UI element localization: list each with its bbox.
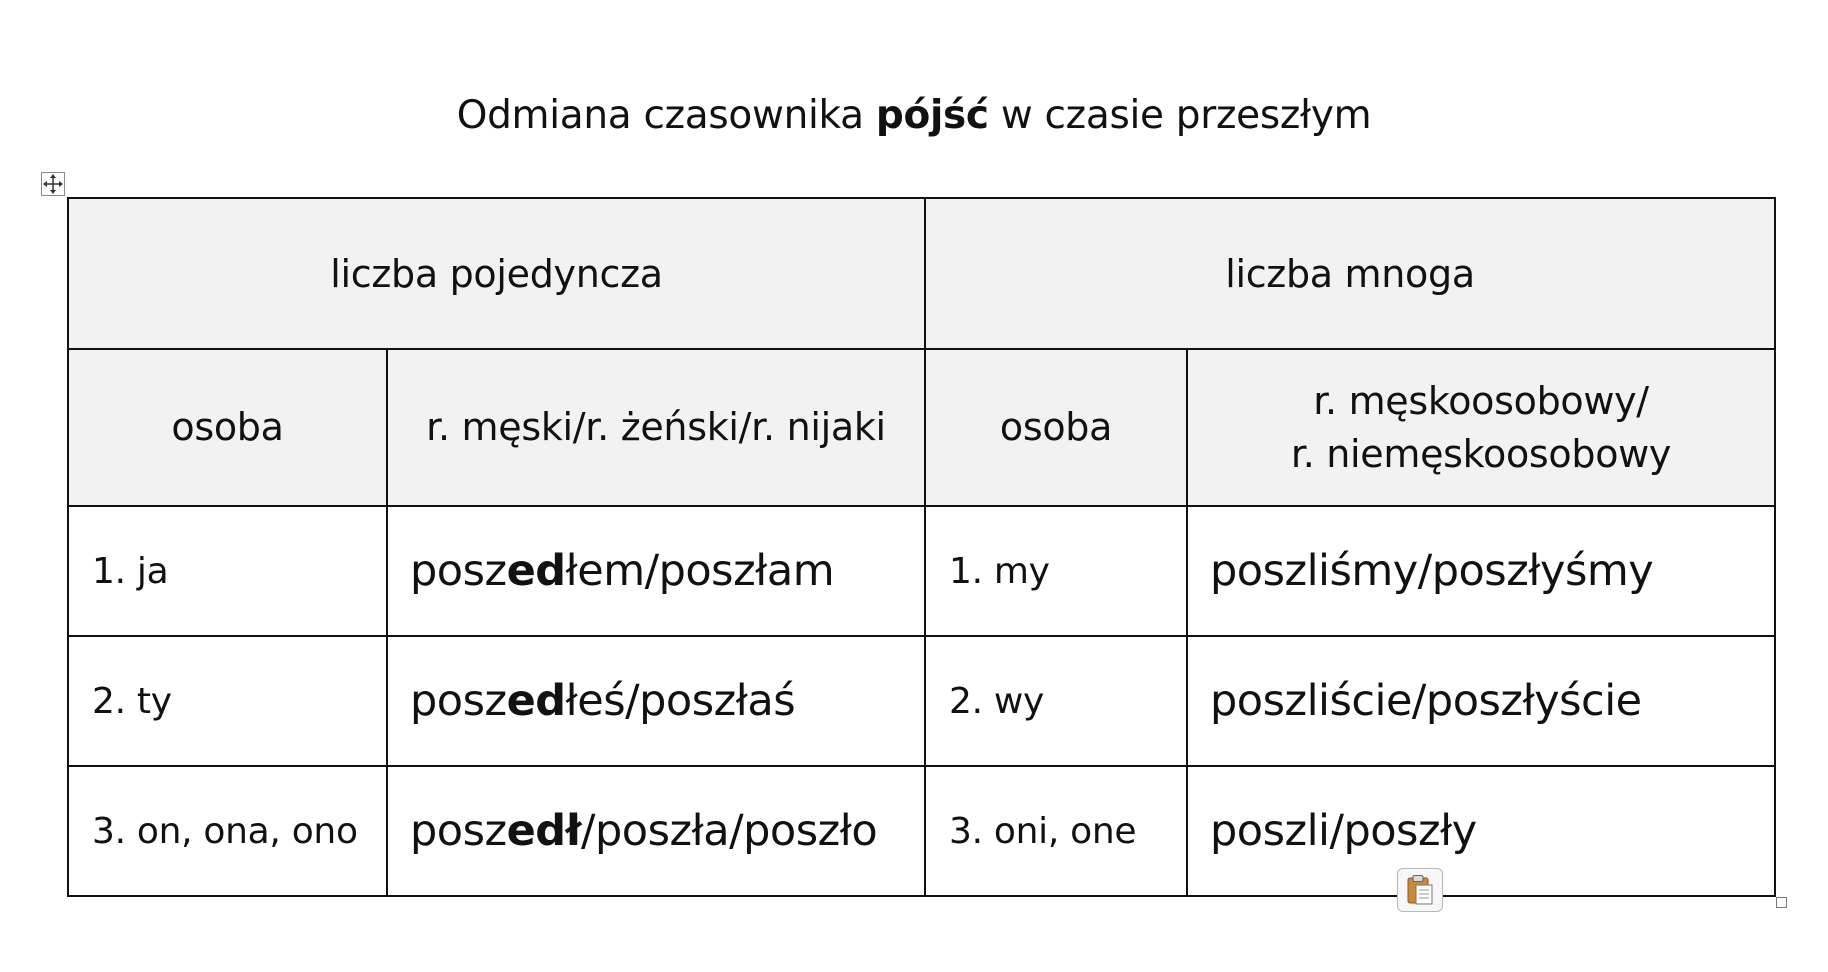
singular-form-cell — [387, 766, 925, 896]
form-stem: posz — [410, 676, 507, 726]
plural-form-cell: poszliście/poszłyście — [1187, 636, 1775, 766]
move-arrows-icon — [42, 173, 64, 195]
table-row — [68, 766, 1775, 896]
group-header-row — [68, 198, 1775, 349]
table-row — [68, 636, 1775, 766]
table-row — [68, 506, 1775, 636]
header-plural-gender-line1: r. męskoosobowy/ — [1313, 378, 1649, 423]
plural-person-cell: 2. wy — [925, 636, 1187, 766]
table-move-handle[interactable] — [41, 172, 65, 196]
singular-person-cell: 3. on, ona, ono — [68, 766, 387, 896]
header-singular: liczba pojedyncza — [68, 198, 925, 349]
plural-person-cell: 3. oni, one — [925, 766, 1187, 896]
title-suffix: w czasie przeszłym — [988, 93, 1372, 138]
form-ending: /poszła/poszło — [580, 806, 878, 856]
conjugation-table — [67, 197, 1776, 897]
header-plural-gender — [1187, 349, 1775, 506]
header-plural-gender-line2: r. niemęskoosobowy — [1290, 431, 1672, 476]
form-highlight: ed — [506, 546, 566, 596]
plural-form-cell: poszli/poszły — [1187, 766, 1775, 896]
plural-person-cell: 1. my — [925, 506, 1187, 636]
form-ending: łeś/poszłaś — [565, 676, 796, 726]
header-plural: liczba mnoga — [925, 198, 1775, 349]
singular-form-cell — [387, 636, 925, 766]
form-highlight: ed — [506, 676, 566, 726]
table-resize-handle[interactable] — [1776, 897, 1787, 908]
singular-person-cell: 2. ty — [68, 636, 387, 766]
document-title — [0, 88, 1828, 144]
form-highlight: edł — [506, 806, 581, 856]
singular-person-cell: 1. ja — [68, 506, 387, 636]
paste-options-button[interactable] — [1397, 868, 1443, 912]
header-singular-person: osoba — [68, 349, 387, 506]
title-verb: pójść — [875, 93, 989, 138]
header-singular-gender: r. męski/r. żeński/r. nijaki — [387, 349, 925, 506]
form-stem: posz — [410, 806, 507, 856]
form-ending: łem/poszłam — [565, 546, 835, 596]
form-stem: posz — [410, 546, 507, 596]
singular-form-cell — [387, 506, 925, 636]
clipboard-paste-icon — [1405, 874, 1435, 906]
plural-form-cell: poszliśmy/poszłyśmy — [1187, 506, 1775, 636]
header-plural-person: osoba — [925, 349, 1187, 506]
sub-header-row — [68, 349, 1775, 506]
title-prefix: Odmiana czasownika — [456, 93, 876, 138]
